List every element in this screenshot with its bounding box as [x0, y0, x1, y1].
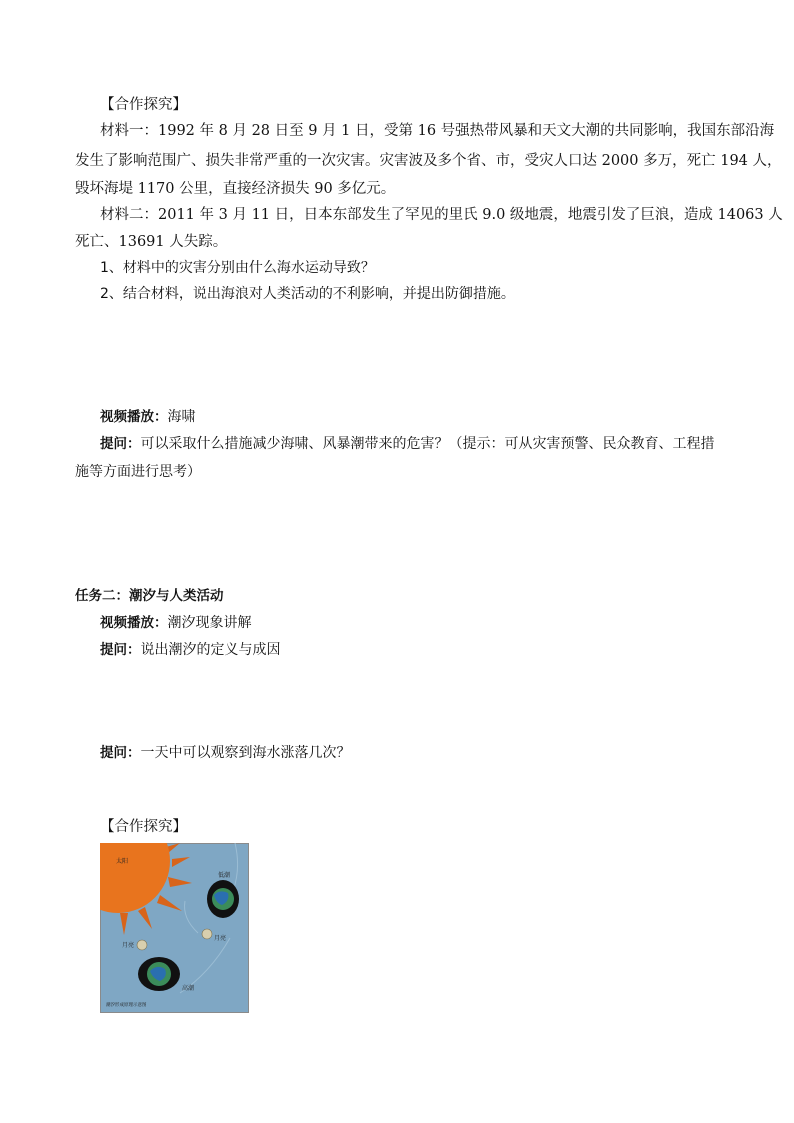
- moon-icon-right: [202, 929, 212, 939]
- material1-line1: 材料一：1992 年 8 月 28 日至 9 月 1 日，受第 16 号强热带风暴和天文大潮的共同影响，我国东部沿海: [100, 123, 775, 139]
- video-label-2: 视频播放：: [100, 615, 168, 631]
- section-heading-2: 【合作探究】: [100, 819, 187, 835]
- low-tide-label: 低潮: [218, 872, 231, 879]
- section-heading-1: 【合作探究】: [100, 97, 187, 113]
- tide-diagram-svg: [100, 843, 249, 1013]
- moon-label-left: 月亮: [122, 942, 135, 949]
- task2-title: 任务二：潮汐与人类活动: [75, 588, 224, 604]
- moon-icon-left: [137, 940, 147, 950]
- ask-label-1: 提问：: [100, 436, 141, 452]
- video-text-1: 海啸: [167, 409, 196, 425]
- material2-line2: 死亡、13691 人失踪。: [75, 234, 228, 250]
- ask-text-1: 可以采取什么措施减少海啸、风暴潮带来的危害？（提示：可从灾害预警、民众教育、工程措: [140, 436, 715, 452]
- ask-line-3: [100, 743, 351, 763]
- sun-label: 太阳: [116, 858, 129, 865]
- ask-line-2: [100, 640, 281, 660]
- ask-label-2: 提问：: [100, 642, 141, 658]
- video-line-1: [100, 407, 196, 427]
- material1-line2: 发生了影响范围广、损失非常严重的一次灾害。灾害波及多个省、市，受灾人口达 2000 多万，死亡 194 人，: [75, 153, 782, 169]
- video-text-2: 潮汐现象讲解: [167, 615, 252, 631]
- ask-line-1-cont: 施等方面进行思考）: [75, 464, 201, 480]
- question-1: 1、材料中的灾害分别由什么海水运动导致？: [100, 260, 375, 276]
- moon-label-right: 月亮: [214, 935, 227, 942]
- material2-line1: 材料二：2011 年 3 月 11 日，日本东部发生了罕见的里氏 9.0 级地震，地震引发了巨浪，造成 14063 人: [100, 207, 783, 223]
- ask-text-2: 说出潮汐的定义与成因: [140, 642, 281, 658]
- tide-diagram: [100, 843, 249, 1013]
- ask-text-3: 一天中可以观察到海水涨落几次？: [140, 745, 351, 761]
- high-tide-label: 高潮: [182, 985, 195, 992]
- diagram-caption: 潮汐形成原理示意图: [106, 1003, 147, 1008]
- video-label-1: 视频播放：: [100, 409, 168, 425]
- video-line-2: [100, 613, 252, 633]
- ask-line-1: [100, 434, 715, 454]
- question-2: 2、结合材料，说出海浪对人类活动的不利影响，并提出防御措施。: [100, 286, 515, 302]
- ask-label-3: 提问：: [100, 745, 141, 761]
- material1-line3: 毁坏海堤 1170 公里，直接经济损失 90 多亿元。: [75, 181, 396, 197]
